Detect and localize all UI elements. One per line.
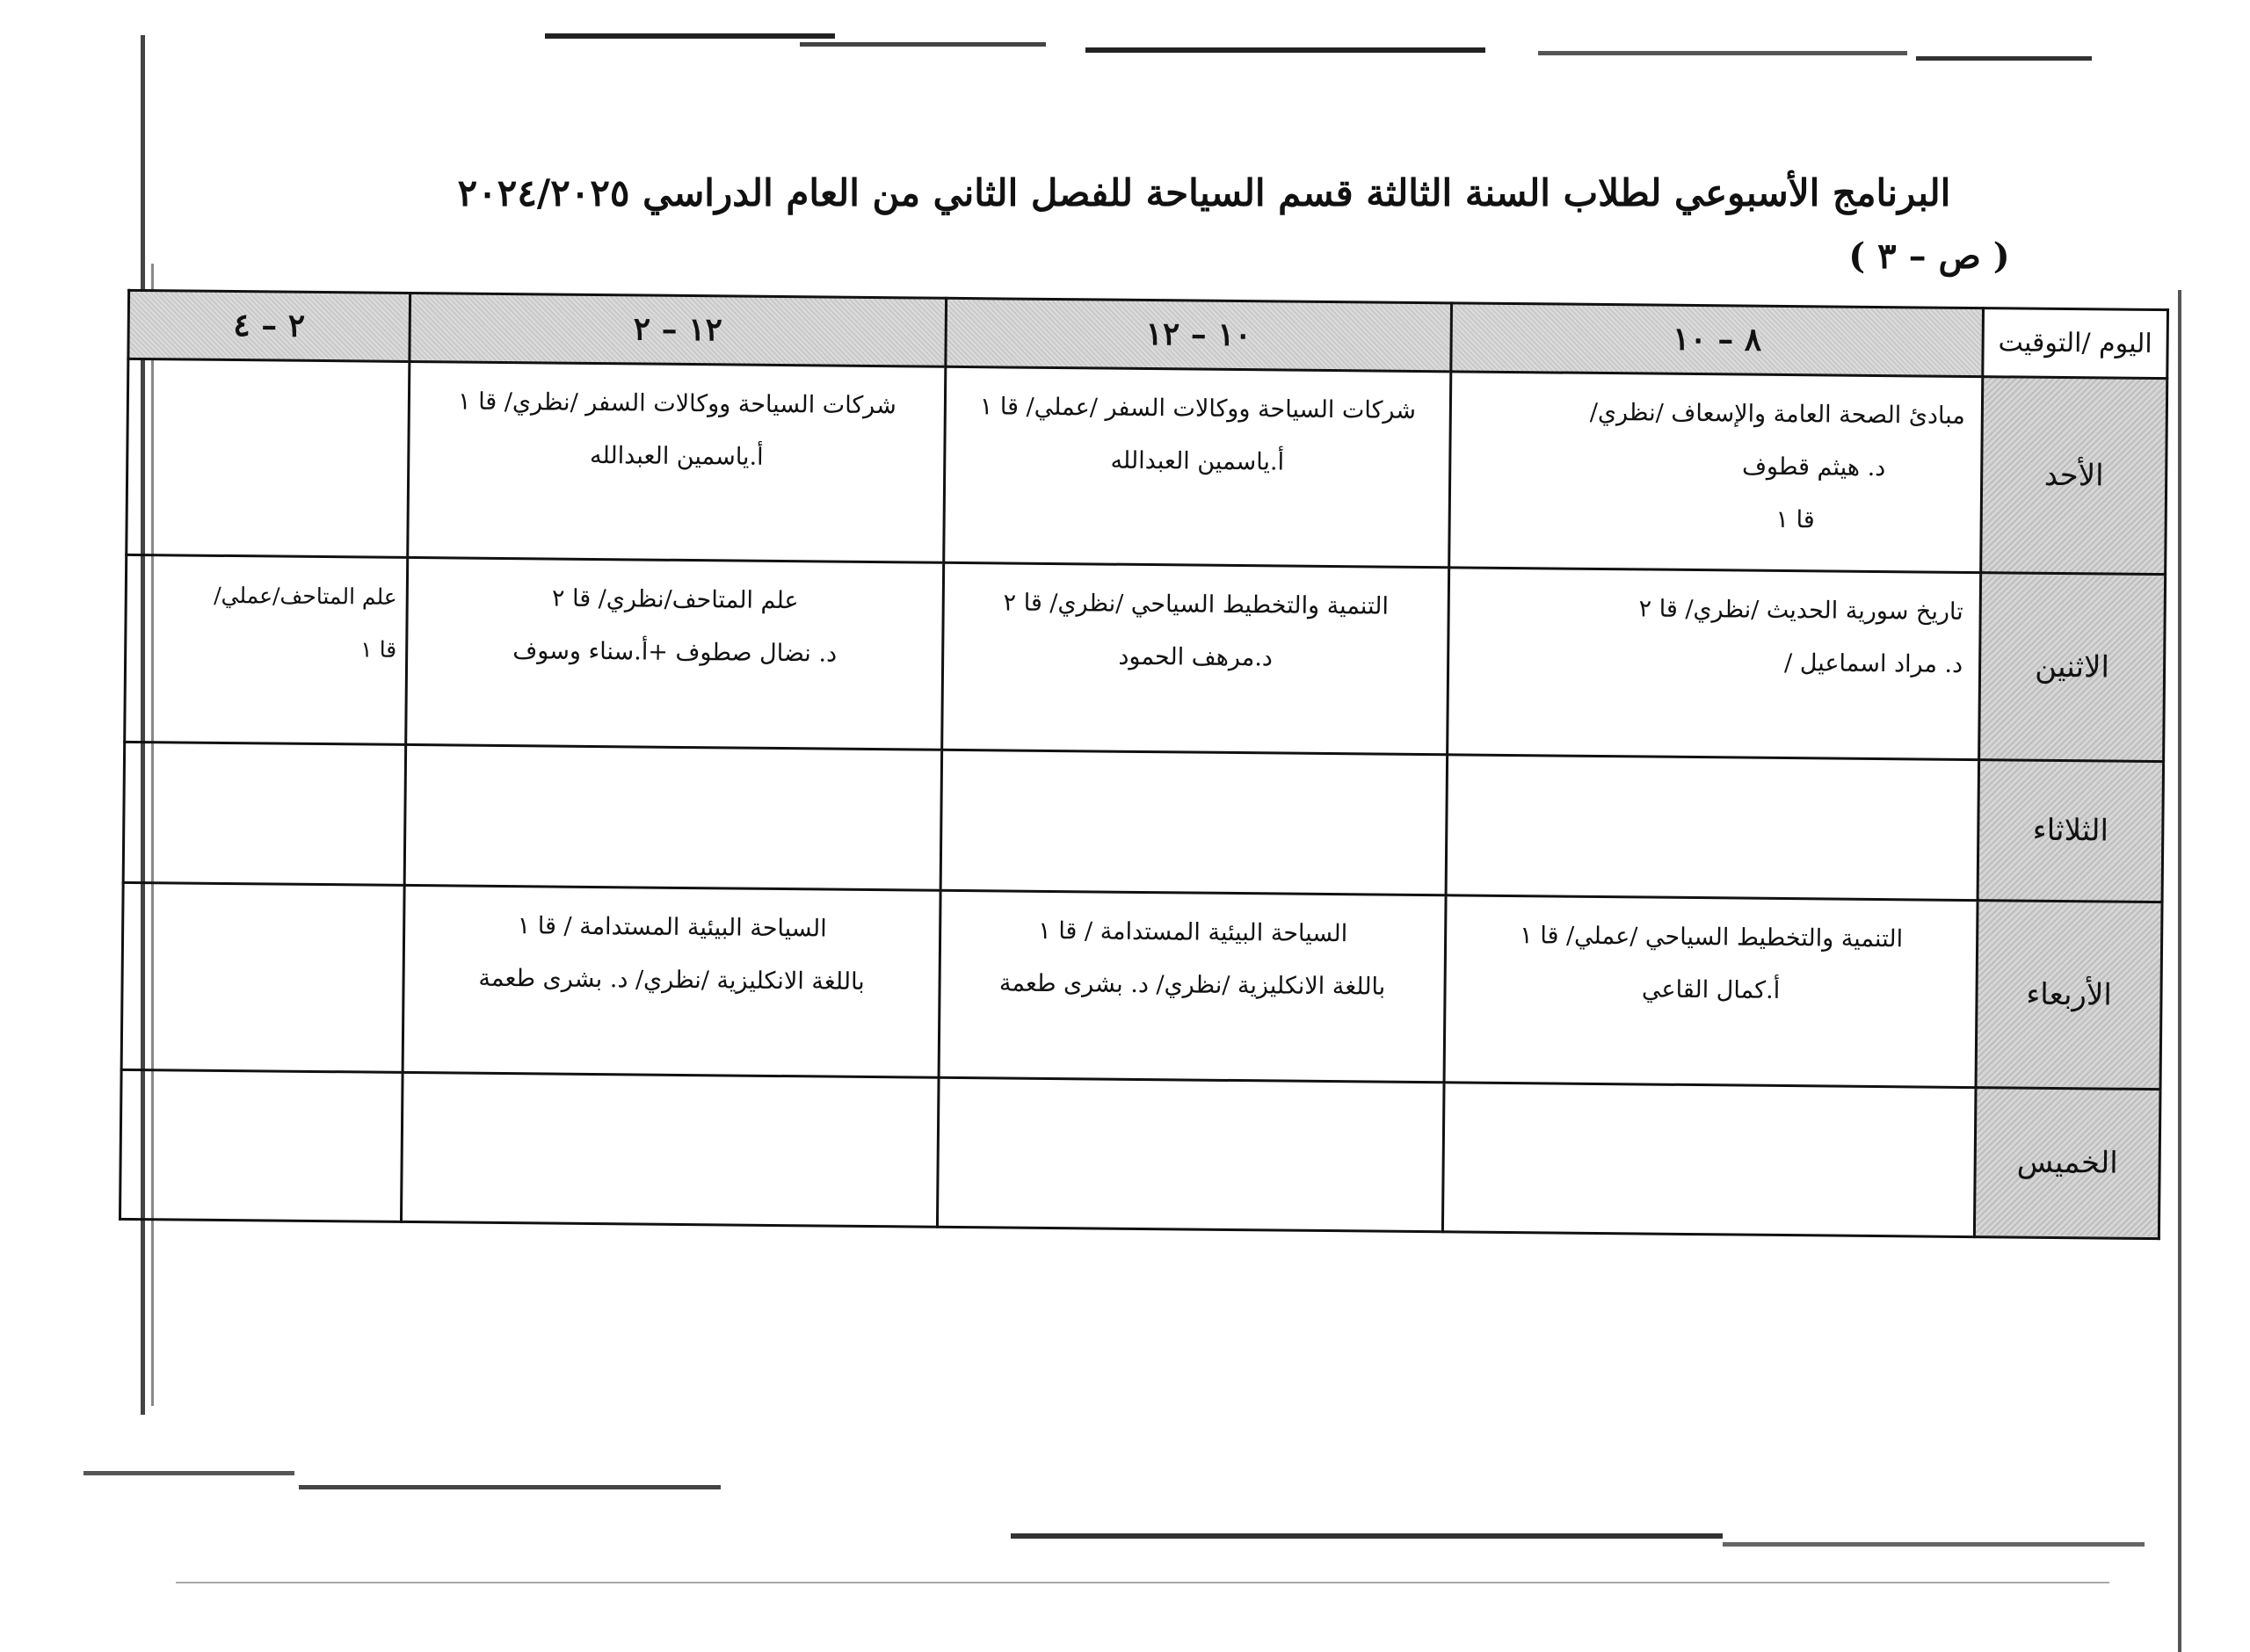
schedule-row-wednesday [121, 882, 2162, 1089]
instructor-name: باللغة الانكليزية /نظري/ د. بشرى طعمة [478, 964, 865, 996]
room-label: قا ١ [1775, 505, 1815, 534]
course-name: مبادئ الصحة العامة والإسعاف /نظري/ [1589, 398, 1966, 430]
schedule-cell [944, 366, 1451, 568]
slot-header: ٨ – ١٠ [1451, 303, 1984, 377]
schedule-cell [1448, 568, 1981, 760]
page-reference: ( ص – ٣ ) [1848, 235, 2010, 277]
day-label: الثلاثاء [1978, 760, 2164, 902]
course-name: السياحة البيئية المستدامة / قا ١ [1038, 917, 1348, 947]
instructor-name: أ.ياسمين العبدالله [1110, 446, 1285, 476]
schedule-cell [404, 745, 942, 891]
instructor-name: د. هيثم قطوف [1741, 453, 1886, 482]
schedule-row-sunday [127, 359, 2167, 575]
schedule-cell [939, 890, 1446, 1082]
instructor-name: أ.كمال القاعي [1641, 975, 1781, 1004]
slot-header: ٢ – ٤ [128, 290, 410, 361]
schedule-row-tuesday [123, 742, 2163, 902]
scan-edge-line [176, 1582, 2109, 1583]
slot-header: ١٠ – ١٢ [946, 298, 1452, 371]
schedule-cell [403, 885, 940, 1077]
scan-edge-line [1538, 51, 1907, 55]
scan-edge-line [299, 1485, 721, 1489]
schedule-cell [1442, 1082, 1976, 1236]
schedule-cell [942, 563, 1449, 755]
scan-edge-line [1916, 56, 2092, 61]
schedule-cell [940, 750, 1448, 895]
schedule-cell [401, 1072, 939, 1227]
course-name: تاريخ سورية الحديث /نظري/ قا ٢ [1638, 595, 1963, 627]
course-name: السياحة البيئية المستدامة / قا ١ [517, 911, 827, 943]
scan-edge-line [545, 33, 835, 39]
scan-edge-line [1723, 1542, 2145, 1547]
scan-edge-line [1085, 47, 1485, 53]
schedule-cell [123, 742, 406, 885]
instructor-name: د.مرهف الحمود [1118, 642, 1274, 672]
course-name: علم المتاحف/عملي/ [214, 583, 397, 611]
schedule-cell [408, 361, 946, 562]
instructor-name: د. مراد اسماعيل / [1783, 649, 1963, 679]
schedule-row-thursday [120, 1069, 2160, 1239]
scan-edge-line [83, 1471, 294, 1475]
course-name: التنمية والتخطيط السياحي /نظري/ قا ٢ [1003, 589, 1390, 620]
schedule-cell [937, 1077, 1444, 1232]
course-name: التنمية والتخطيط السياحي /عملي/ قا ١ [1520, 921, 1904, 953]
instructor-name: أ.ياسمين العبدالله [589, 441, 764, 471]
scan-edge-line [800, 42, 1046, 47]
day-label: الخميس [1974, 1087, 2160, 1238]
schedule-cell [120, 1069, 403, 1221]
schedule-cell [121, 882, 404, 1072]
scan-edge-line [2178, 290, 2181, 1652]
schedule-row-monday [125, 555, 2166, 762]
room-label: قا ١ [360, 636, 397, 663]
day-label: الاثنين [1979, 573, 2166, 762]
course-name: شركات السياحة ووكالات السفر /عملي/ قا ١ [979, 392, 1417, 424]
weekly-schedule-table [119, 289, 2169, 1240]
day-label: الأحد [1981, 376, 2167, 575]
course-name: شركات السياحة ووكالات السفر /نظري/ قا ١ [457, 388, 896, 419]
schedule-cell [125, 555, 408, 745]
document-title: البرنامج الأسبوعي لطلاب السنة الثالثة قسم السياحة للفصل الثاني من العام الدراسي ٢٠٢٤/٢٠٢٥ [457, 171, 1951, 214]
scan-edge-line [1011, 1533, 1723, 1539]
instructor-name: د. نضال صطوف +أ.سناء وسوف [512, 637, 838, 668]
instructor-name: باللغة الانكليزية /نظري/ د. بشرى طعمة [998, 969, 1386, 1001]
day-time-header: اليوم /التوقيت [1983, 308, 2168, 379]
schedule-cell [1444, 895, 1978, 1088]
schedule-cell [127, 359, 410, 558]
course-name: علم المتاحف/نظري/ قا ٢ [551, 584, 799, 615]
schedule-cell [1449, 372, 1983, 573]
day-label: الأربعاء [1976, 900, 2162, 1089]
schedule-cell [406, 558, 944, 750]
slot-header: ١٢ – ٢ [410, 293, 947, 366]
schedule-cell [1446, 755, 1979, 900]
